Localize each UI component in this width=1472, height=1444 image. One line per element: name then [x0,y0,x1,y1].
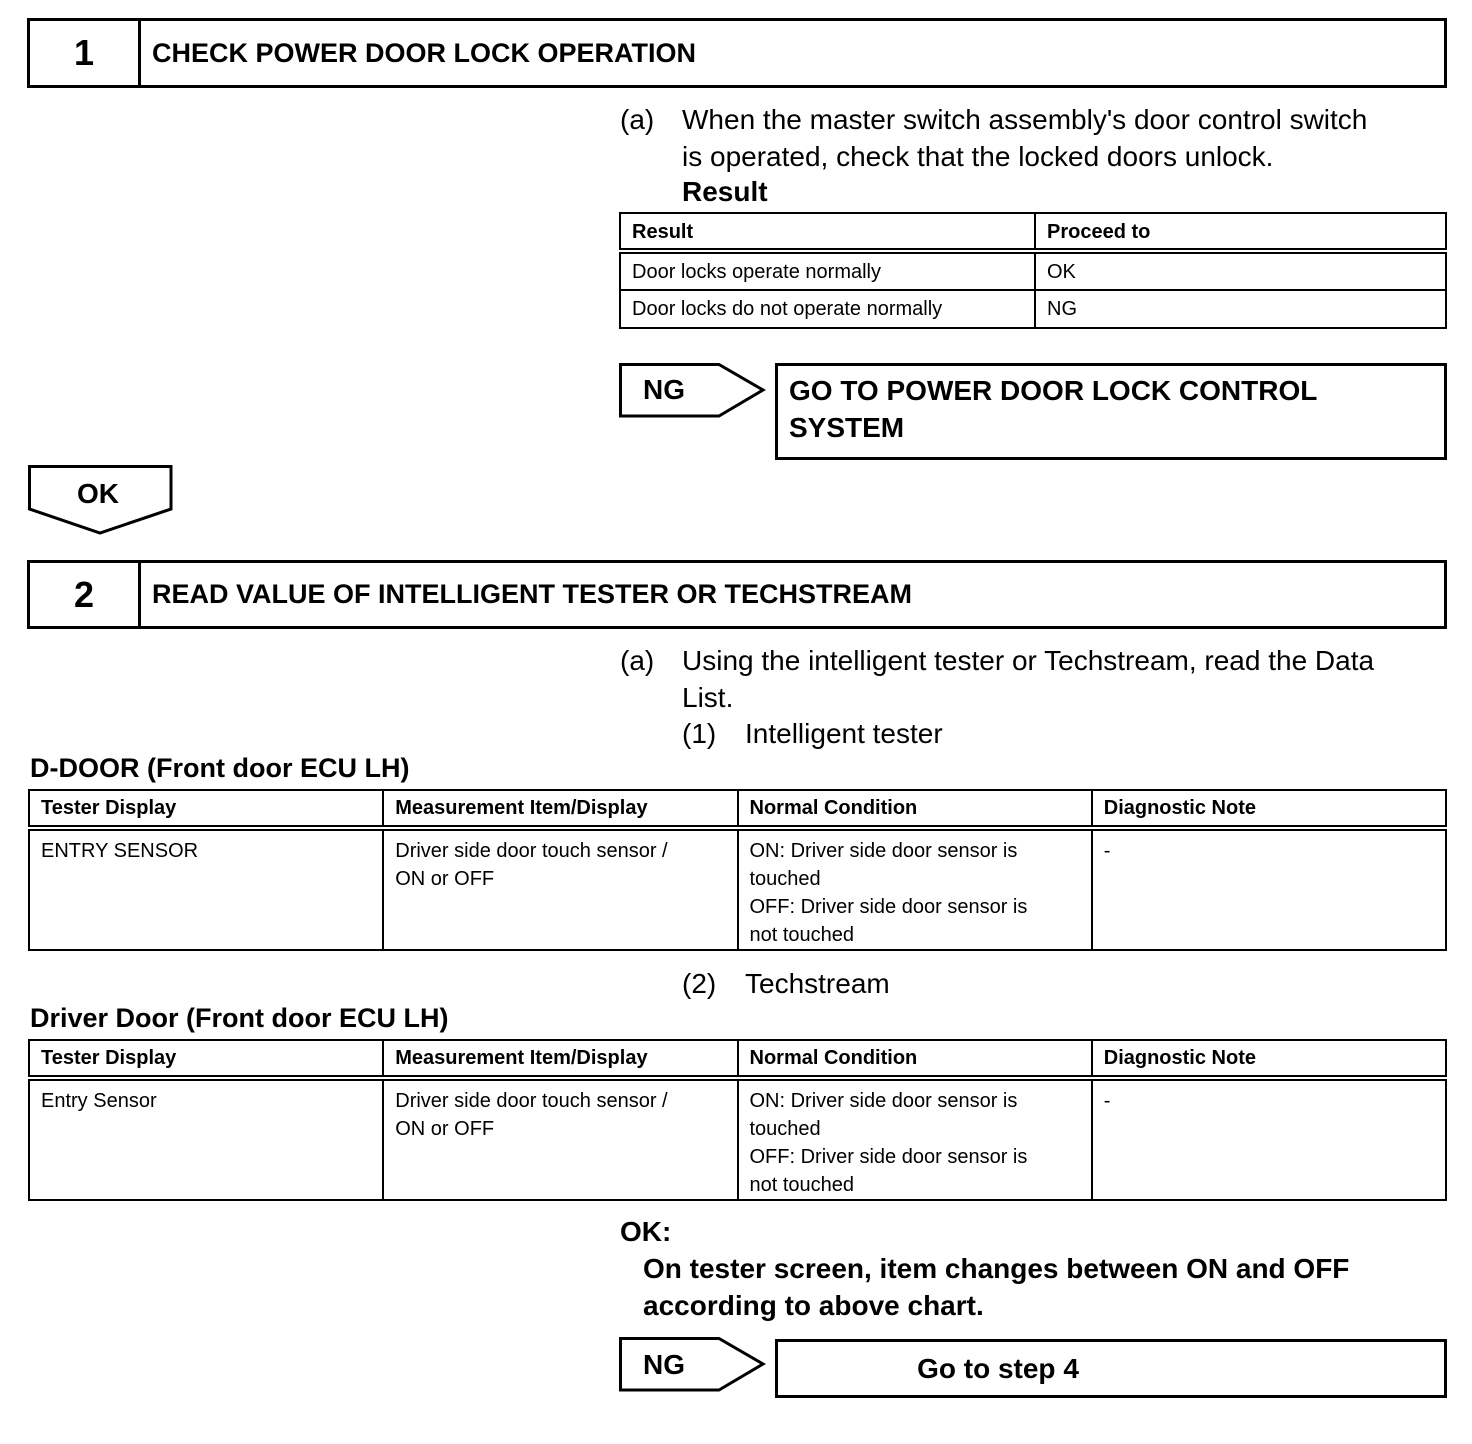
cell-line: Driver side door touch sensor / [395,1090,668,1112]
proceed-cell: NG [1035,290,1446,328]
column-header: Measurement Item/Display [383,1040,737,1078]
instruction-text: When the master switch assembly's door control switch [682,104,1368,135]
table-header-row [620,213,1446,251]
cell-line: ON: Driver side door sensor is [749,1090,1018,1112]
cell-line: not touched [749,924,855,946]
cell-line: ON or OFF [395,1118,495,1140]
sub-label: Techstream [745,968,890,999]
table-header-row [29,790,1446,828]
step-title: CHECK POWER DOOR LOCK OPERATION [152,37,697,68]
ok-criteria-text: according to above chart. [643,1290,984,1321]
step-1-header [27,18,1447,88]
table-title: D-DOOR (Front door ECU LH) [30,753,410,783]
diagnostic-note-cell: - [1092,1078,1446,1200]
tester-display-cell: Entry Sensor [29,1078,383,1200]
cell-line: OFF: Driver side door sensor is [749,1146,1028,1168]
data-list-table-techstream [28,1039,1447,1201]
table-row [29,1078,1446,1200]
proceed-cell: OK [1035,251,1446,290]
ng-target-text: Go to step 4 [917,1353,1079,1384]
step-number: 2 [30,563,141,626]
column-header: Diagnostic Note [1092,790,1446,828]
instruction-text: Using the intelligent tester or Techstream, read the Data [682,645,1375,676]
cell-line: Driver side door touch sensor / [395,840,668,862]
ng-target-box[interactable] [775,363,1447,460]
ng-arrow-icon [619,1337,769,1395]
sub-marker: (1) [682,718,717,749]
ok-heading: OK: [620,1216,672,1247]
table-row [29,828,1446,950]
measurement-cell [383,1078,737,1200]
step-number: 1 [30,21,141,85]
table-header-row [29,1040,1446,1078]
data-list-table-intelligent-tester [28,789,1447,951]
column-header: Proceed to [1035,213,1446,251]
ng-arrow-icon [619,363,769,421]
column-header: Normal Condition [738,790,1092,828]
instruction-text: is operated, check that the locked doors unlock. [682,141,1274,172]
result-table [619,212,1447,329]
ng-target-box[interactable] [775,1339,1447,1398]
cell-line: OFF: Driver side door sensor is [749,896,1028,918]
ng-target-line: GO TO POWER DOOR LOCK CONTROL [789,375,1318,406]
ng-label: NG [643,1349,685,1380]
column-header: Diagnostic Note [1092,1040,1446,1078]
column-header: Normal Condition [738,1040,1092,1078]
diagnostic-note-cell: - [1092,828,1446,950]
table-row [620,290,1446,328]
step-2-header [27,560,1447,629]
cell-line: ON: Driver side door sensor is [749,840,1018,862]
result-cell: Door locks do not operate normally [620,290,1035,328]
tester-display-cell: ENTRY SENSOR [29,828,383,950]
cell-line: ON or OFF [395,868,495,890]
ok-label: OK [77,478,119,509]
table-title: Driver Door (Front door ECU LH) [30,1003,449,1033]
cell-line: not touched [749,1174,855,1196]
measurement-cell [383,828,737,950]
normal-condition-cell [738,1078,1092,1200]
result-heading: Result [682,176,768,207]
ok-criteria-text: On tester screen, item changes between ON and OFF [643,1253,1350,1284]
column-header: Tester Display [29,1040,383,1078]
cell-line: touched [749,868,821,890]
cell-line: touched [749,1118,821,1140]
instruction-marker: (a) [620,645,655,676]
sub-marker: (2) [682,968,717,999]
normal-condition-cell [738,828,1092,950]
result-cell: Door locks operate normally [620,251,1035,290]
column-header: Measurement Item/Display [383,790,737,828]
table-row [620,251,1446,290]
instruction-text: List. [682,682,734,713]
ng-target-line: SYSTEM [789,412,905,443]
ng-label: NG [643,374,685,405]
column-header: Result [620,213,1035,251]
sub-label: Intelligent tester [745,718,943,749]
step-title: READ VALUE OF INTELLIGENT TESTER OR TECHSTREAM [152,579,913,609]
column-header: Tester Display [29,790,383,828]
instruction-marker: (a) [620,104,655,135]
